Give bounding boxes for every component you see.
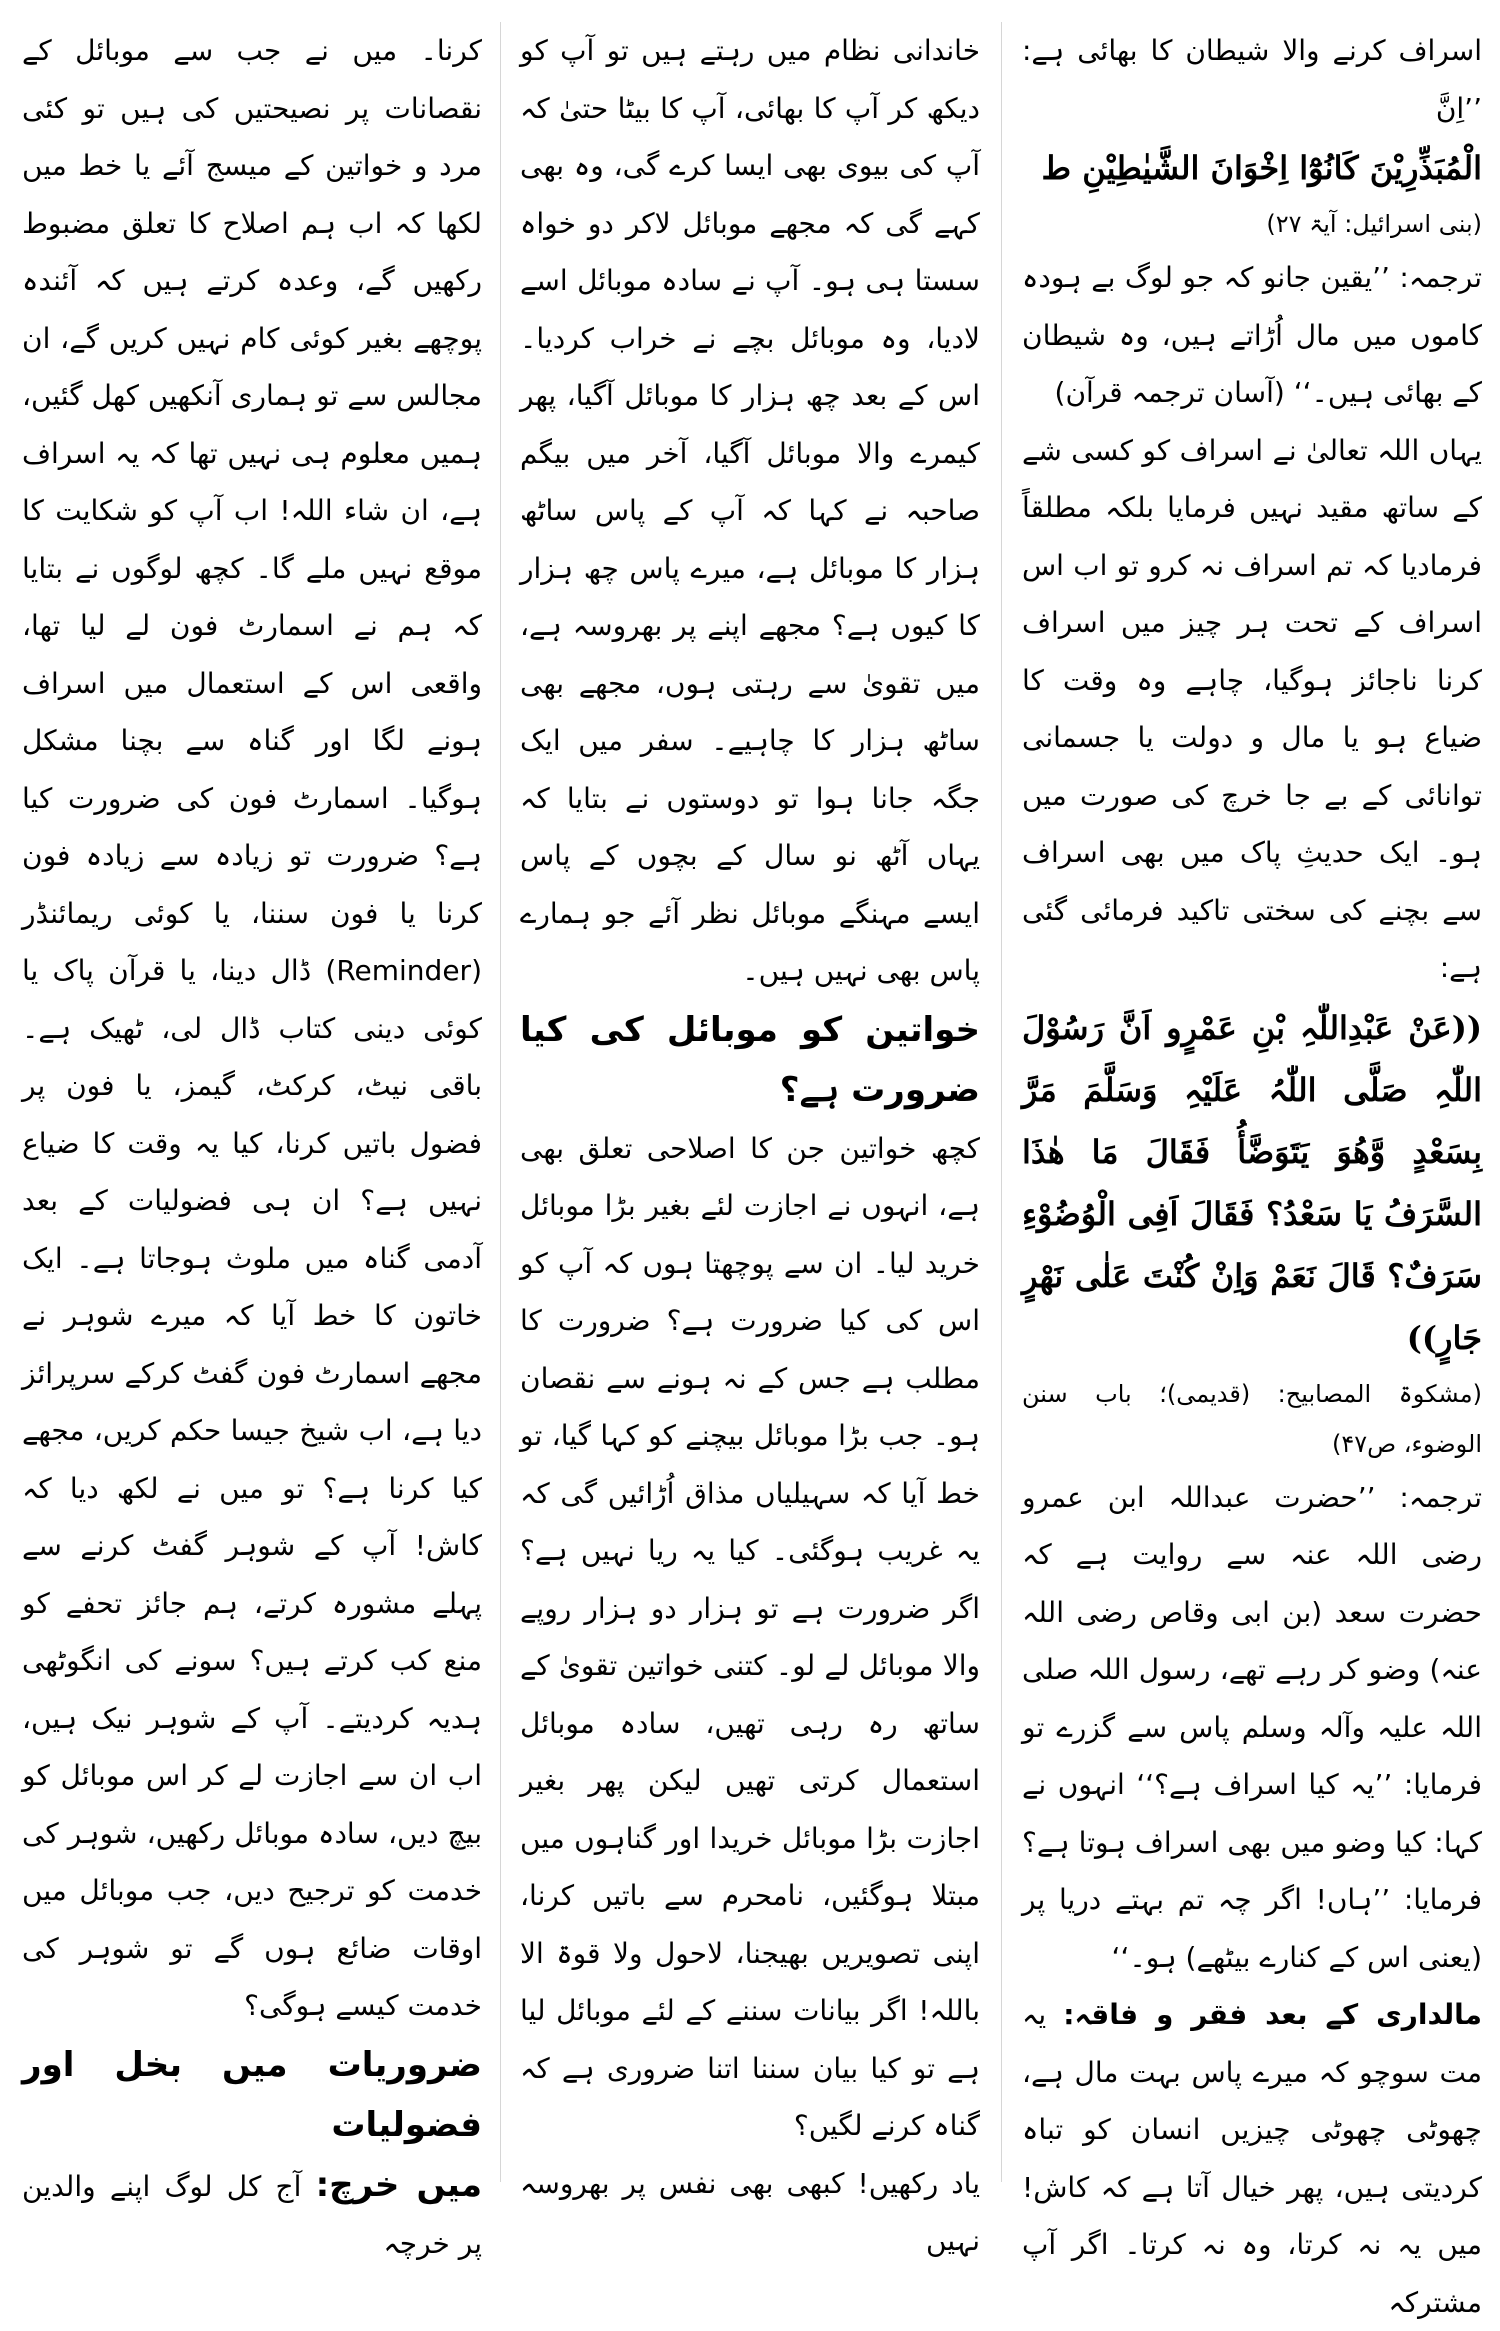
poverty-paragraph xyxy=(1022,1986,1482,2331)
women-mobile-paragraph: کچھ خواتین جن کا اصلاحی تعلق بھی ہے، انہوں نے اجازت لئے بغیر بڑا موبائل خرید لیا۔ ان سے پوچھتا ہوں کہ آپ کو اس کی کیا ضرورت ہے؟ ضرورت کا مطلب ہے جس کے نہ ہونے سے نقصان ہو۔ جب بڑا موبائل بیچنے کو کہا گیا، تو خط آیا کہ سہیلیاں مذاق اُڑائیں گی کہ یہ غریب ہوگئی۔ کیا یہ ریا نہیں ہے؟ اگر ضرورت ہے تو ہزار دو ہزار روپے والا موبائل لے لو۔ کتنی خواتین تقویٰ کے ساتھ رہ رہی تھیں، سادہ موبائل استعمال کرتی تھیں لیکن پھر بغیر اجازت بڑا موبائل خریدا اور گناہوں میں مبتلا ہوگئیں، نامحرم سے باتیں کرنا، اپنی تصویریں بھیجنا، لاحول ولا قوۃ الا باللہ! اگر بیانات سننے کے لئے موبائل لیا ہے تو کیا بیان سننا اتنا ضروری ہے کہ گناہ کرنے لگیں؟ xyxy=(520,1131,981,2142)
quran-verse: الْمُبَذِّرِیْنَ کَانُوْٓا اِخْوَانَ الشَّیٰطِیْنِ ط xyxy=(1041,149,1482,187)
spending-paragraph xyxy=(22,2155,482,2273)
run-in-heading: میں خرچ: xyxy=(315,2164,482,2205)
column-left xyxy=(22,22,483,2260)
paragraph-body: آج کل لوگ اپنے والدین پر خرچہ xyxy=(22,2169,482,2260)
column-right xyxy=(1022,22,1483,2319)
hadith-reference: (مشکوۃ المصابیح: (قدیمی)؛ باب سنن الوضوء، ص۴۷) xyxy=(1022,1379,1482,1458)
hadith-translation: ترجمہ: ’’حضرت عبداللہ ابن عمرو رضی اللہ عنہ سے روایت ہے کہ حضرت سعد (بن ابی وقاص رضی اللہ عنہ) وضو کر رہے تھے، رسول اللہ صلی اللہ علیہ وآلہ وسلم پاس سے گزرے تو فرمایا: ’’یہ کیا اسراف ہے؟‘‘ انہوں نے کہا: کیا وضو میں بھی اسراف ہوتا ہے؟ فرمایا: ’’ہاں! اگر چہ تم بہتے دریا پر (یعنی اس کے کنارے بیٹھے) ہو۔‘‘ xyxy=(1022,1480,1482,1974)
paragraph-body-continued: ڈال دینا، یا قرآن پاک یا کوئی دینی کتاب ڈال لی، ٹھیک ہے۔ باقی نیٹ، کرکٹ، گیمز، یا فون پر فضول باتیں کرنا، کیا یہ وقت کا ضیاع نہیں ہے؟ ان ہی فضولیات کے بعد آدمی گناہ میں ملوث ہوجاتا ہے۔ ایک خاتون کا خط آیا کہ میرے شوہر نے مجھے اسمارٹ فون گفٹ کرکے سرپرائز دیا ہے، اب شیخ جیسا حکم کریں، مجھے کیا کرنا ہے؟ تو میں نے لکھ دیا کہ کاش! آپ کے شوہر گفٹ کرنے سے پہلے مشورہ کرتے، ہم جائز تحفے کو منع کب کرتے ہیں؟ سونے کی انگوٹھی ہدیہ کردیتے۔ آپ کے شوہر نیک ہیں، اب ان سے اجازت لے کر اس موبائل کو بیچ دیں، سادہ موبائل رکھیں، شوہر کی خدمت کو ترجیح دیں، جب موبائل میں اوقات ضائع ہوں گے تو شوہر کی خدمت کیسے ہوگی؟ xyxy=(22,954,482,2022)
column-divider xyxy=(500,22,501,2182)
column-middle xyxy=(520,22,981,2257)
smartphone-paragraph xyxy=(22,22,482,2035)
section-heading: ضروریات میں بخل اور فضولیات xyxy=(22,2044,482,2145)
verse-reference: (بنی اسرائیل: آیۃ ۲۷) xyxy=(1266,210,1482,238)
verse-translation: ترجمہ: ’’یقین جانو کہ جو لوگ بے ہودہ کاموں میں مال اُڑاتے ہیں، وہ شیطان کے بھائی ہیں۔‘‘ (آسان ترجمہ قرآن) xyxy=(1022,261,1482,409)
reminder-paragraph: یاد رکھیں! کبھی بھی نفس پر بھروسہ نہیں xyxy=(520,2166,980,2257)
paragraph-body: یہ مت سوچو کہ میرے پاس بہت مال ہے، چھوٹی چھوٹی چیزیں انسان کو تباہ کردیتی ہیں، پھر خیال آتا ہے کہ کاش! میں یہ نہ کرتا، وہ نہ کرتا۔ اگر آپ مشترکہ xyxy=(1022,1998,1482,2319)
run-in-heading: مالداری کے بعد فقر و فاقہ: xyxy=(1063,1998,1482,2031)
commentary-paragraph: یہاں اللہ تعالیٰ نے اسراف کو کسی شے کے ساتھ مقید نہیں فرمایا بلکہ مطلقاً فرمادیا کہ تم اسراف نہ کرو تو اب اس اسراف کے تحت ہر چیز میں اسراف کرنا ناجائز ہوگیا، چاہے وہ وقت کا ضیاع ہو یا مال و دولت یا جسمانی توانائی کے بے جا خرچ کی صورت میں ہو۔ ایک حدیثِ پاک میں بھی اسراف سے بچنے کی سختی تاکید فرمائی گئی ہے: xyxy=(1022,433,1483,984)
english-term: (Reminder) xyxy=(325,954,482,987)
section-heading: خواتین کو موبائل کی کیا ضرورت ہے؟ xyxy=(520,1009,980,1110)
column-divider xyxy=(1001,22,1002,2182)
verse-intro: اسراف کرنے والا شیطان کا بھائی ہے: ’’اِنَّ xyxy=(1022,34,1482,125)
paragraph-body: کرنا۔ میں نے جب سے موبائل کے نقصانات پر نصیحتیں کی ہیں تو کئی مرد و خواتین کے میسج آئے یا خط میں لکھا کہ اب ہم اصلاح کا تعلق مضبوط رکھیں گے، وعدہ کرتے ہیں کہ آئندہ پوچھے بغیر کوئی کام نہیں کریں گے، ان مجالس سے تو ہماری آنکھیں کھل گئیں، ہمیں معلوم ہی نہیں تھا کہ یہ اسراف ہے، ان شاء اللہ! اب آپ کو شکایت کا موقع نہیں ملے گا۔ کچھ لوگوں نے بتایا کہ ہم نے اسمارٹ فون لے لیا تھا، واقعی اس کے استعمال میں اسراف ہونے لگا اور گناہ سے بچنا مشکل ہوگیا۔ اسمارٹ فون کی ضرورت کیا ہے؟ ضرورت تو زیادہ سے زیادہ فون کرنا یا فون سننا، یا کوئی ریمائنڈر xyxy=(22,34,483,930)
family-paragraph: خاندانی نظام میں رہتے ہیں تو آپ کو دیکھ کر آپ کا بھائی، آپ کا بیٹا حتیٰ کہ آپ کی بیوی بھی ایسا کرے گی، وہ بھی کہے گی کہ مجھے موبائل لاکر دو خواہ سستا ہی ہو۔ آپ نے سادہ موبائل اسے لادیا، وہ موبائل بچے نے خراب کردیا۔ اس کے بعد چھ ہزار کا موبائل آگیا، پھر کیمرے والا موبائل آگیا، آخر میں بیگم صاحبہ نے کہا کہ آپ کے پاس ساٹھ ہزار کا موبائل ہے، میرے پاس چھ ہزار کا کیوں ہے؟ مجھے اپنے پر بھروسہ ہے، میں تقویٰ سے رہتی ہوں، مجھے بھی ساٹھ ہزار کا چاہیے۔ سفر میں ایک جگہ جانا ہوا تو دوستوں نے بتایا کہ یہاں آٹھ نو سال کے بچوں کے پاس ایسے مہنگے موبائل نظر آئے جو ہمارے پاس بھی نہیں ہیں۔ xyxy=(520,34,980,987)
hadith-arabic: ((عَنْ عَبْدِاللّٰہِ بْنِ عَمْرٍو اَنَّ رَسُوْلَ اللّٰہِ صَلَّی اللّٰہُ عَلَیْہِ وَسَلَّمَ مَرَّ بِسَعْدٍ وَّھُوَ یَتَوَضَّأُ فَقَالَ مَا ھٰذَا السَّرَفُ یَا سَعْدُ؟ فَقَالَ اَفِی الْوُضُوْءِ سَرَفٌ؟ قَالَ نَعَمْ وَاِنْ کُنْتَ عَلٰی نَھْرٍ جَارٍ)) xyxy=(1022,1008,1482,1357)
